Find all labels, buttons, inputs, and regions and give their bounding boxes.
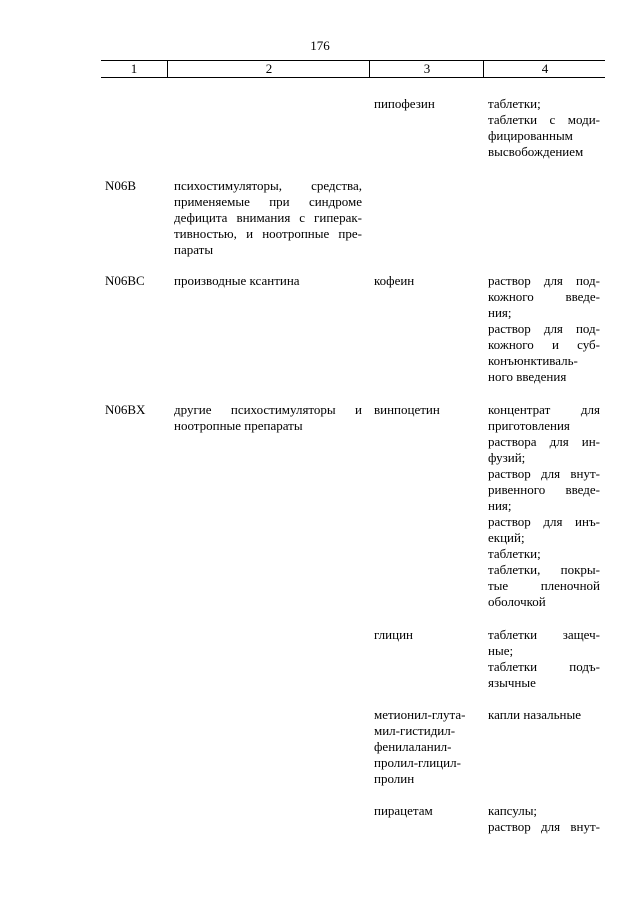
row-3-group — [174, 402, 362, 434]
form-line: раствор для под- — [488, 321, 600, 336]
form-line: таблетки; — [488, 546, 541, 561]
substance-line: метионил-глута- — [374, 707, 466, 722]
form-line: екций; — [488, 530, 525, 545]
group-line: ноотропные препараты — [174, 418, 303, 433]
row-2-code: N06BC — [105, 273, 145, 288]
form-line: ния; — [488, 305, 512, 320]
row-5-forms — [488, 707, 600, 723]
group-line: параты — [174, 242, 214, 257]
form-line: приготовления — [488, 418, 570, 433]
group-line: тивностью, и ноотропные пре- — [174, 226, 362, 241]
form-line: таблетки; — [488, 96, 541, 111]
row-1-code: N06B — [105, 178, 137, 193]
form-line: раствор для внут- — [488, 819, 600, 834]
row-2-forms — [488, 273, 600, 385]
form-line: оболочкой — [488, 594, 546, 609]
form-line: таблетки, покры- — [488, 562, 600, 577]
form-line: раствор для внут- — [488, 466, 600, 481]
form-line: кожного и суб- — [488, 337, 600, 352]
group-line: другие психостимуляторы и — [174, 402, 362, 417]
form-line: фузий; — [488, 450, 526, 465]
group-line: производные ксантина — [174, 273, 300, 288]
header-col-3: 3 — [369, 61, 484, 77]
substance-line: винпоцетин — [374, 402, 440, 417]
form-line: концентрат для — [488, 402, 600, 417]
row-4-forms — [488, 627, 600, 691]
form-line: таблетки с моди- — [488, 112, 600, 127]
row-6-forms — [488, 803, 600, 835]
table-header — [101, 60, 605, 78]
group-line: дефицита внимания с гиперак- — [174, 210, 362, 225]
row-3-code: N06BX — [105, 402, 146, 417]
substance-line: пипофезин — [374, 96, 435, 111]
row-1-group — [174, 178, 362, 258]
form-line: язычные — [488, 675, 536, 690]
form-line: фицированным — [488, 128, 573, 143]
form-line: конъюнктиваль- — [488, 353, 578, 368]
page-number: 176 — [310, 38, 330, 53]
substance-line: пролил-глицил- — [374, 755, 461, 770]
form-line: ного введения — [488, 369, 567, 384]
row-0-forms — [488, 96, 600, 160]
row-2-substance — [374, 273, 476, 289]
form-line: раствор для инъ- — [488, 514, 600, 529]
row-3-substance — [374, 402, 476, 418]
form-line: тые пленочной — [488, 578, 600, 593]
row-5-substance — [374, 707, 476, 787]
form-line: ривенного введе- — [488, 482, 600, 497]
form-line: капли назальные — [488, 707, 581, 722]
substance-line: кофеин — [374, 273, 415, 288]
row-0-substance — [374, 96, 476, 112]
group-line: применяемые при синдроме — [174, 194, 362, 209]
row-6-substance — [374, 803, 476, 819]
group-line: психостимуляторы, средства, — [174, 178, 362, 193]
row-2-group — [174, 273, 362, 289]
row-4-substance — [374, 627, 476, 643]
form-line: раствора для ин- — [488, 434, 600, 449]
form-line: таблетки подъ- — [488, 659, 600, 674]
substance-line: пирацетам — [374, 803, 433, 818]
substance-line: пролин — [374, 771, 415, 786]
form-line: кожного введе- — [488, 289, 600, 304]
substance-line: глицин — [374, 627, 413, 642]
form-line: высвобождением — [488, 144, 584, 159]
form-line: таблетки защеч- — [488, 627, 600, 642]
form-line: ные; — [488, 643, 514, 658]
row-3-forms — [488, 402, 600, 610]
header-col-1: 1 — [130, 61, 138, 76]
substance-line: фенилаланил- — [374, 739, 452, 754]
substance-line: мил-гистидил- — [374, 723, 456, 738]
form-line: капсулы; — [488, 803, 538, 818]
header-col-4: 4 — [483, 61, 606, 77]
form-line: ния; — [488, 498, 512, 513]
header-col-2: 2 — [167, 61, 370, 77]
form-line: раствор для под- — [488, 273, 600, 288]
